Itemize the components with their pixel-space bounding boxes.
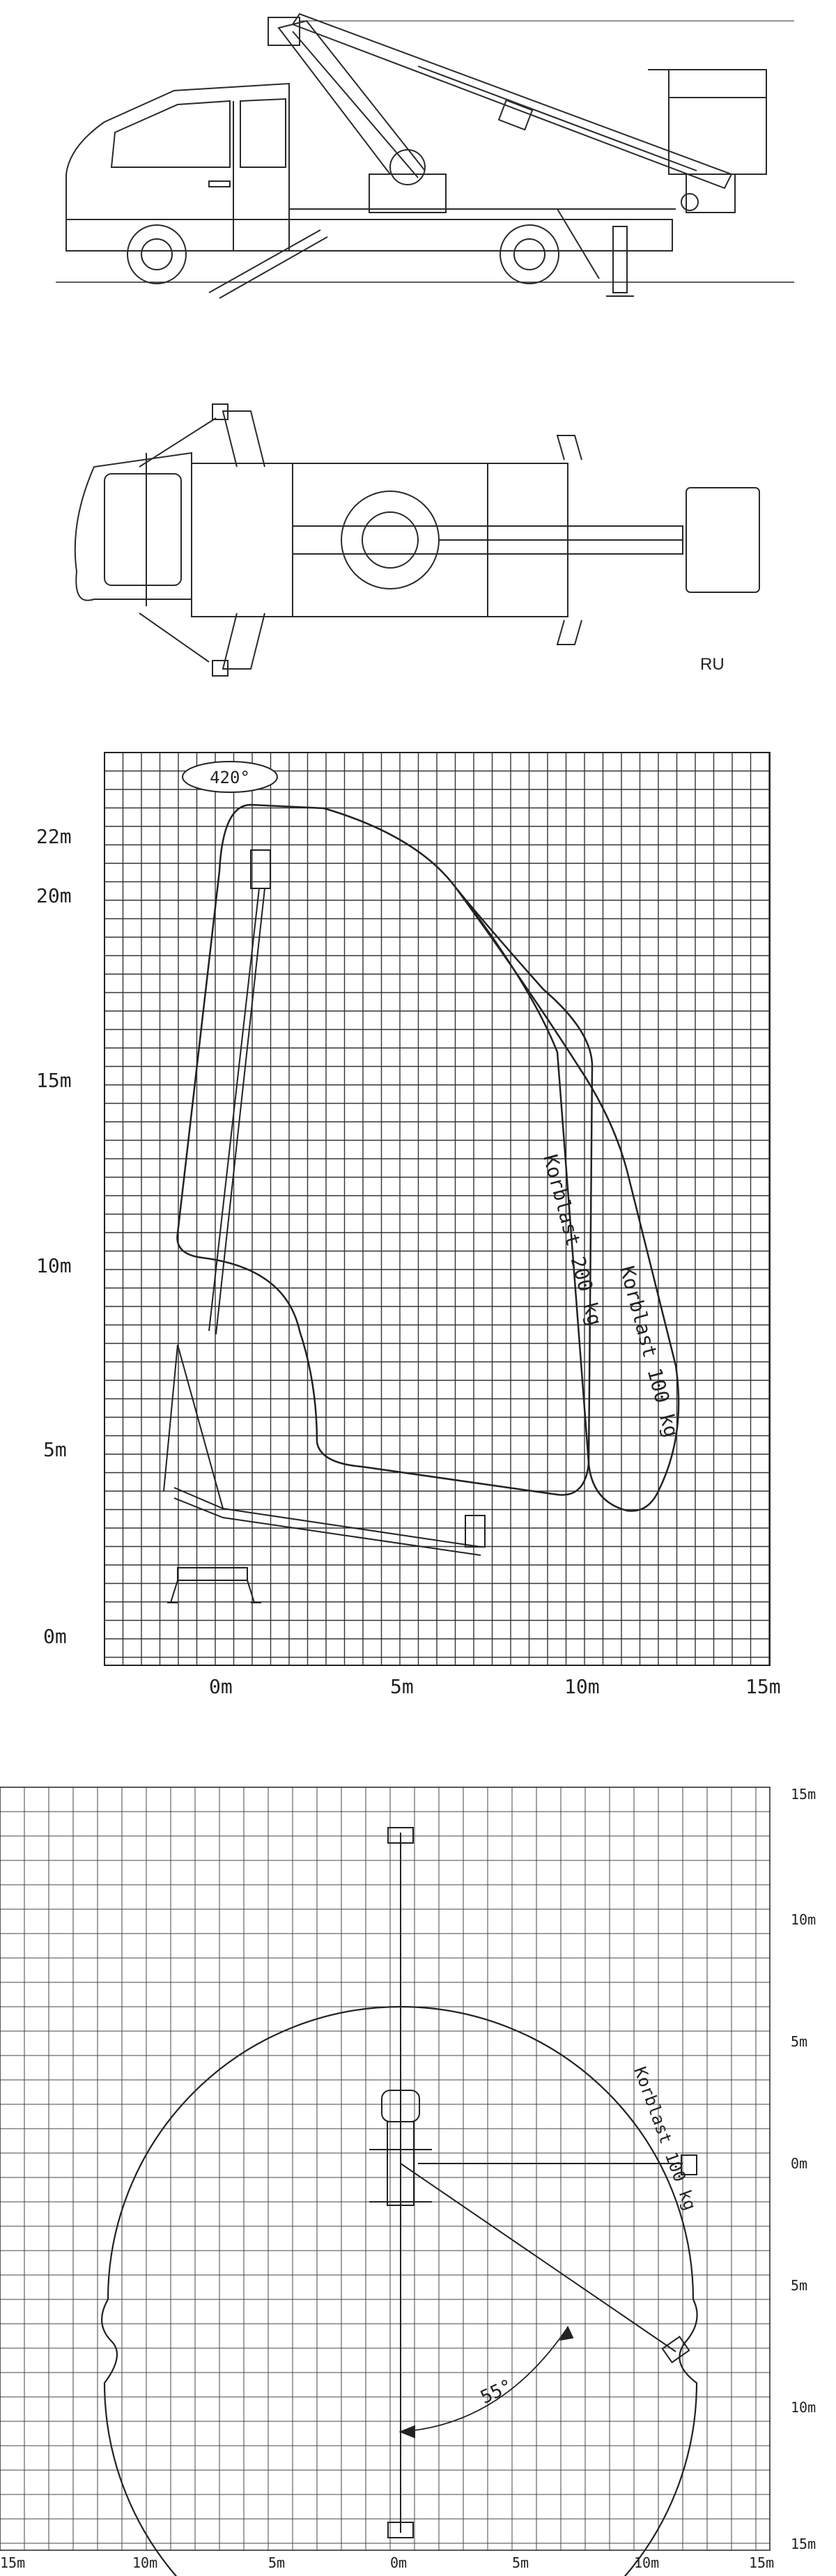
bottom-tick-1: 10m (132, 2554, 158, 2571)
x-tick-10: 10m (564, 1675, 600, 1698)
rotation-label: 420° (210, 768, 250, 787)
bottom-tick-6: 15m (749, 2554, 775, 2571)
right-tick-2: 5m (791, 2033, 808, 2050)
bottom-tick-0: 15m (0, 2554, 26, 2571)
right-tick-6: 15m (791, 2536, 816, 2552)
y-tick-0: 0m (43, 1625, 67, 1648)
working-range-diagram (0, 739, 836, 1735)
y-tick-20: 20m (36, 884, 72, 907)
y-tick-22: 22m (36, 825, 72, 848)
bottom-tick-5: 10m (634, 2554, 660, 2571)
right-tick-3: 0m (791, 2155, 808, 2172)
zone-label-100kg: Korblast 100 kg (615, 1263, 683, 1440)
right-tick-4: 5m (791, 2277, 808, 2294)
bottom-tick-4: 5m (512, 2554, 529, 2571)
y-tick-5: 5m (43, 1438, 67, 1461)
right-tick-0: 15m (791, 1786, 816, 1803)
variant-label: RU (700, 655, 725, 674)
bottom-tick-3: 0m (390, 2554, 408, 2571)
y-tick-10: 10m (36, 1254, 72, 1277)
y-tick-15: 15m (36, 1069, 72, 1092)
zone-label-200kg: Korblast 200 kg (539, 1152, 607, 1329)
angle-label: 55° (477, 2375, 516, 2409)
right-tick-5: 10m (791, 2399, 816, 2416)
truck-top-view (0, 376, 836, 697)
x-tick-0: 0m (209, 1675, 233, 1698)
plan-envelope-100kg (102, 2007, 700, 2576)
x-tick-15: 15m (745, 1675, 781, 1698)
x-tick-5: 5m (390, 1675, 414, 1698)
plan-zone-label: Korblast 100 kg (630, 2064, 700, 2213)
plan-range-diagram (0, 1784, 836, 2576)
truck-side-view (0, 0, 836, 327)
range-envelope-200kg (177, 805, 592, 1495)
right-tick-1: 10m (791, 1911, 816, 1928)
bottom-tick-2: 5m (268, 2554, 286, 2571)
